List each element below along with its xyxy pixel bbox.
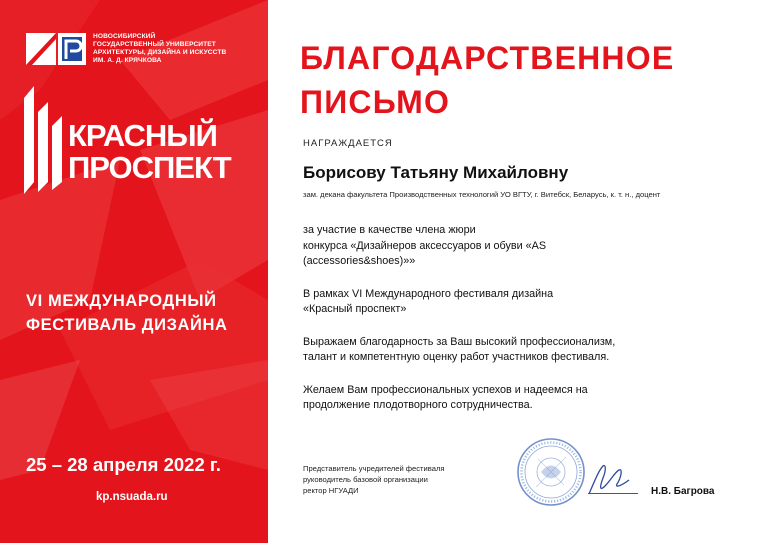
university-name-line: НОВОСИБИРСКИЙ <box>93 33 156 40</box>
representative-line: ректор НГУАДИ <box>303 486 359 495</box>
wish-line: Желаем Вам профессиональных успехов и надеемся на <box>303 383 588 396</box>
representative-line: руководитель базовой организации <box>303 475 428 484</box>
role-line: конкурса «Дизайнеров аксессуаров и обуви «AS <box>303 239 547 252</box>
festival-logo <box>24 86 254 194</box>
thanks-line: Выражаем благодарность за Ваш высокий профессионализм, <box>303 335 616 348</box>
recipient-name: Борисову Татьяну Михайловну <box>303 163 569 182</box>
festival-logo-line2: ПРОСПЕКТ <box>68 150 231 185</box>
university-name-line: ИМ. А. Д. КРЯЧКОВА <box>93 57 162 64</box>
letter-title <box>300 36 674 124</box>
letter-title-line2: ПИСЬМО <box>300 84 451 120</box>
university-logo-icon <box>26 33 86 65</box>
signature-line <box>588 493 638 494</box>
university-name-line: ГОСУДАРСТВЕННЫЙ УНИВЕРСИТЕТ <box>93 41 216 48</box>
role-line: за участие в качестве члена жюри <box>303 224 476 236</box>
wish-paragraph <box>303 383 723 414</box>
festival-name <box>26 289 228 337</box>
representative-title <box>303 463 445 496</box>
university-name-line: АРХИТЕКТУРЫ, ДИЗАЙНА И ИСКУССТВ <box>93 49 227 56</box>
context-line: «Красный проспект» <box>303 303 407 315</box>
festival-dates: 25 – 28 апреля 2022 г. <box>26 454 221 475</box>
festival-logo-line1: КРАСНЫЙ <box>68 118 217 153</box>
left-red-panel <box>0 0 268 543</box>
letter-body <box>303 223 723 421</box>
festival-name-line2: ФЕСТИВАЛЬ ДИЗАЙНА <box>26 316 228 334</box>
official-seal-icon <box>516 437 586 507</box>
awarded-label: НАГРАЖДАЕТСЯ <box>303 138 393 149</box>
context-line: В рамках VI Международного фестиваля дизайна <box>303 287 554 300</box>
letter-title-line1: БЛАГОДАРСТВЕННОЕ <box>300 40 675 76</box>
signer-name: Н.В. Багрова <box>651 486 715 497</box>
role-line: (accessories&shoes)»» <box>303 255 416 267</box>
wish-line: продолжение плодотворного сотрудничества. <box>303 399 533 411</box>
university-logo-block <box>26 33 226 65</box>
context-paragraph <box>303 287 723 318</box>
recipient-position: зам. декана факультета Производственных технологий УО ВГТУ, г. Витебск, Беларусь, к. т. н., доцент <box>303 190 661 199</box>
signature-icon <box>585 460 633 500</box>
representative-line: Представитель учредителей фестиваля <box>303 464 445 473</box>
role-paragraph <box>303 223 723 270</box>
thanks-line: талант и компетентную оценку работ участников фестиваля. <box>303 351 610 363</box>
festival-name-line1: VI МЕЖДУНАРОДНЫЙ <box>26 292 217 310</box>
festival-website: kp.nsuada.ru <box>96 491 168 503</box>
thanks-paragraph <box>303 335 723 366</box>
university-name <box>93 33 226 65</box>
